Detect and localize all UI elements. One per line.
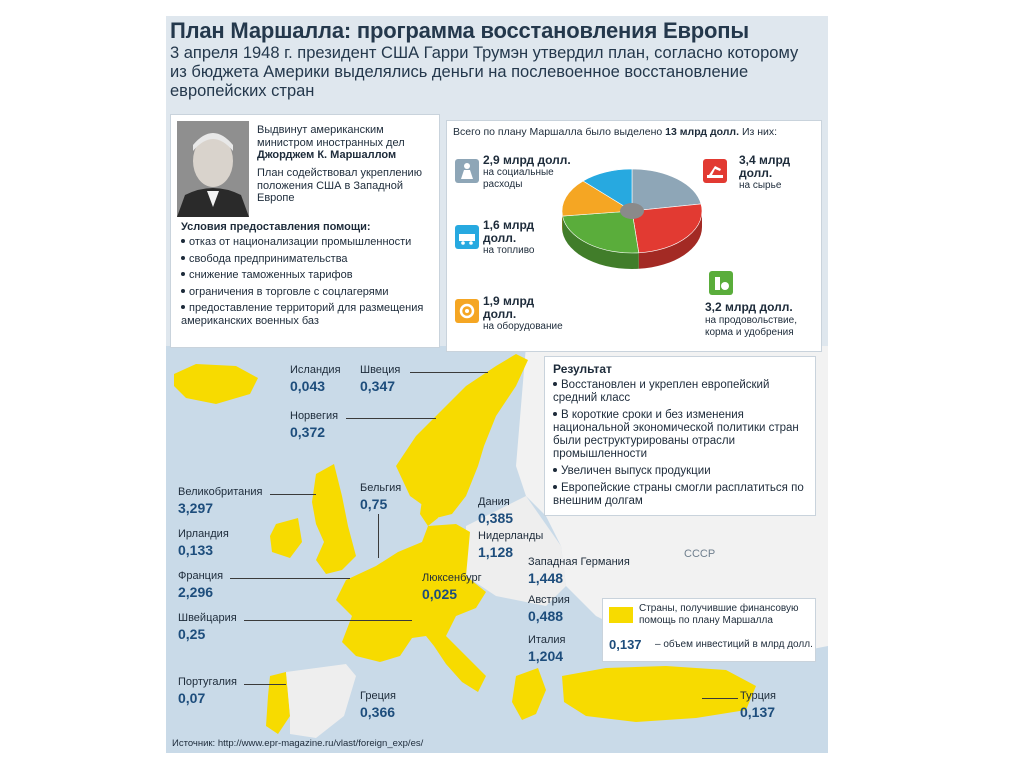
page-title: План Маршалла: программа восстановления Европы [170, 18, 749, 43]
budget-amount: 2,9 млрд долл. [483, 153, 571, 167]
leader-line [230, 578, 350, 579]
legend-example-label: – объем инвестиций в млрд долл. [655, 639, 813, 650]
country-name: Нидерланды [478, 530, 544, 542]
condition-item: снижение таможенных тарифов [181, 269, 435, 282]
result-card [544, 356, 816, 516]
country-name: Швейцария [178, 612, 237, 624]
fuel-icon [455, 225, 479, 249]
country-value: 3,297 [178, 500, 214, 516]
conditions-title: Условия предоставления помощи: [181, 221, 371, 233]
conditions-list [181, 236, 435, 331]
country-name: Португалия [178, 676, 237, 688]
budget-card [446, 120, 822, 352]
country-name: Франция [178, 570, 224, 582]
infographic-poster [166, 16, 828, 753]
profile-line1: Выдвинут американским министром иностранных дел [257, 124, 405, 149]
country-name: Норвегия [290, 410, 339, 422]
result-item: Увеличен выпуск продукции [553, 465, 811, 478]
country-name: Западная Германия [528, 556, 630, 568]
budget-label: на оборудование [483, 321, 563, 332]
country-value: 0,25 [178, 626, 206, 642]
condition-item: отказ от национализации промышленности [181, 236, 435, 249]
country-name: Швеция [360, 364, 401, 376]
aided-country-swatch [609, 607, 633, 623]
result-list [553, 379, 811, 512]
ussr-label: СССР [684, 548, 716, 560]
country-value: 0,137 [740, 704, 776, 720]
country-value: 0,488 [528, 608, 564, 624]
leader-line [244, 684, 286, 685]
country-value: 0,372 [290, 424, 326, 440]
legend-example-value: 0,137 [609, 637, 642, 652]
profile-line2: План содействовал укреплению положения США в Западной Европе [257, 167, 422, 204]
budget-intro-line: Всего по плану Маршалла было выделено 13 млрд долл. Из них: [453, 126, 778, 138]
leader-line [378, 514, 379, 558]
result-title: Результат [553, 362, 612, 376]
leader-line [270, 494, 316, 495]
budget-label: на социальные расходы [483, 167, 554, 190]
leader-line [702, 698, 738, 699]
country-value: 0,385 [478, 510, 514, 526]
result-item: В короткие сроки и без изменения национальной экономической политики стран были реструктурированы отрасли промышленности [553, 409, 799, 460]
condition-item: ограничения в торговле с соцлагерями [181, 286, 435, 299]
country-value: 0,366 [360, 704, 396, 720]
country-value: 0,347 [360, 378, 396, 394]
country-value: 1,128 [478, 544, 514, 560]
source-credit: Источник: http://www.epr-magazine.ru/vlast/foreign_exp/es/ [172, 738, 424, 749]
budget-label: на продовольствие, корма и удобрения [705, 315, 797, 338]
budget-label: на сырье [739, 180, 782, 191]
legend-swatch-label: Страны, получившие финансовую помощь по плану Маршалла [639, 603, 799, 626]
condition-item: предоставление территорий для размещения американских военных баз [181, 302, 424, 327]
country-value: 0,043 [290, 378, 326, 394]
country-value: 0,025 [422, 586, 458, 602]
country-name: Ирландия [178, 528, 229, 540]
map-legend-card [602, 598, 816, 662]
country-name: Италия [528, 634, 566, 646]
page-subtitle: 3 апреля 1948 г. президент США Гарри Трумэн утвердил план, согласно которому из бюджета Америки выделялись деньги на послевоенное восстановление европейских стран [170, 44, 799, 100]
food-icon [709, 271, 733, 295]
pie-center [620, 203, 644, 219]
budget-label: на топливо [483, 245, 535, 256]
country-name: Австрия [528, 594, 570, 606]
country-name: Турция [740, 690, 776, 702]
result-item: Восстановлен и укреплен европейский средний класс [553, 379, 770, 404]
country-value: 1,448 [528, 570, 564, 586]
marshall-portrait-image [177, 121, 249, 217]
oil-pump-icon [703, 159, 727, 183]
portrait-svg [177, 121, 249, 217]
profile-name: Джорджем К. Маршаллом [257, 149, 397, 161]
country-name: Дания [478, 496, 510, 508]
budget-amount: 1,9 млрд долл. [483, 294, 535, 321]
budget-pie-chart [552, 161, 712, 281]
country-name: Исландия [290, 364, 341, 376]
country-name: Люксенбург [422, 572, 482, 584]
social-icon [455, 159, 479, 183]
budget-amount: 1,6 млрд долл. [483, 218, 535, 245]
result-item: Европейские страны смогли расплатиться по внешним долгам [553, 482, 804, 507]
country-name: Великобритания [178, 486, 263, 498]
country-name: Бельгия [360, 482, 402, 494]
condition-item: свобода предпринимательства [181, 253, 435, 266]
leader-line [244, 620, 412, 621]
equipment-icon [455, 299, 479, 323]
budget-amount: 3,2 млрд долл. [705, 300, 793, 314]
country-value: 1,204 [528, 648, 564, 664]
budget-amount: 3,4 млрд долл. [739, 153, 791, 180]
marshall-profile-card [170, 114, 440, 348]
country-value: 0,75 [360, 496, 388, 512]
country-value: 2,296 [178, 584, 214, 600]
leader-line [410, 372, 488, 373]
country-value: 0,07 [178, 690, 206, 706]
country-name: Греция [360, 690, 396, 702]
leader-line [346, 418, 436, 419]
country-value: 0,133 [178, 542, 214, 558]
